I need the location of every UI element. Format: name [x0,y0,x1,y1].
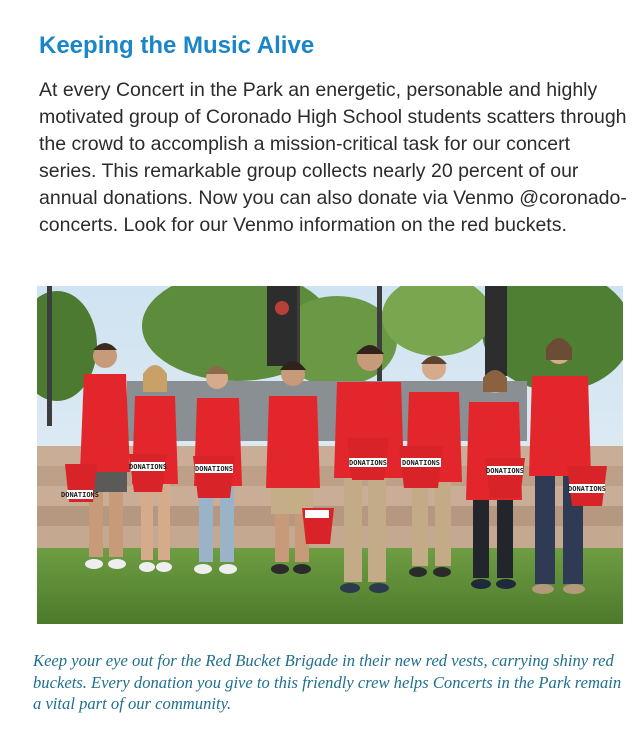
donation-bucket [347,438,389,480]
svg-text:DONATIONS: DONATIONS [486,467,524,475]
donation-bucket [567,466,607,506]
group-photo [37,286,623,624]
svg-text:DONATIONS: DONATIONS [195,465,233,473]
donation-bucket [485,458,525,498]
donation-bucket [399,446,443,488]
article-heading: Keeping the Music Alive [39,32,315,59]
svg-text:DONATIONS: DONATIONS [349,459,387,467]
svg-text:DONATIONS: DONATIONS [61,491,99,499]
svg-text:DONATIONS: DONATIONS [129,463,167,471]
photo-caption: Keep your eye out for the Red Bucket Brigade in their new red vests, carrying shiny red buckets. Every donation you give to this friendly crew helps Concerts in the Park remain a vital part of our community. [33,651,622,713]
donation-bucket [129,454,167,492]
svg-text:DONATIONS: DONATIONS [402,459,440,467]
donation-bucket [193,456,235,498]
article-intro: At every Concert in the Park an energetic, personable and highly motivated group of Coronado High School students scatters through the crowd to accomplish a mission-critical task for our concert series. This remarkable group collects nearly 20 percent of our annual donations. Now you can also donate via Venmo @coronado-concerts. Look for our Venmo information on the red buckets. [39,79,627,236]
donation-bucket [302,508,334,544]
svg-text:DONATIONS: DONATIONS [568,485,606,493]
